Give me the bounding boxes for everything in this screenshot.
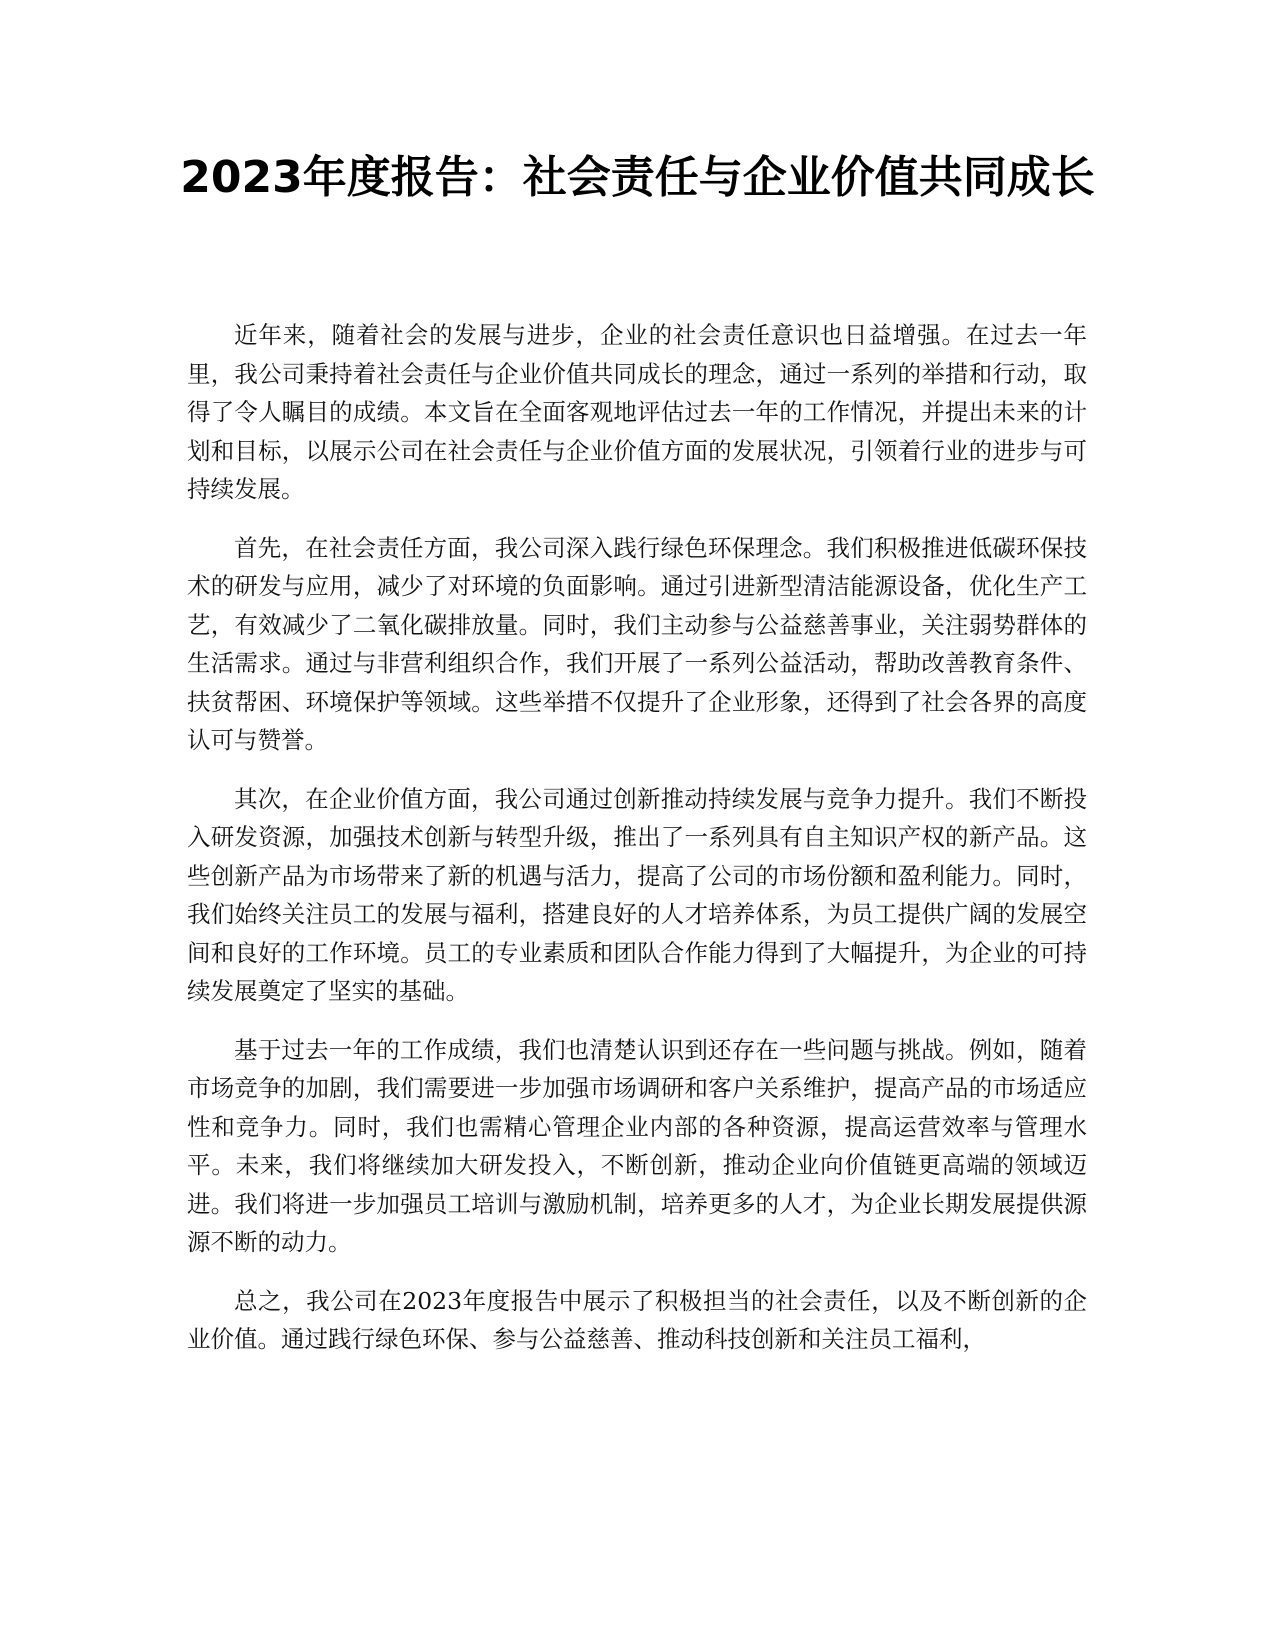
paragraph-challenges: 基于过去一年的工作成绩，我们也清楚认识到还存在一些问题与挑战。例如，随着市场竞争的加剧，我们需要进一步加强市场调研和客户关系维护，提高产品的市场适应性和竞争力。同时，我们也需精心管理企业内部的各种资源，提高运营效率与管理水平。未来，我们将继续加大研发投入，不断创新，推动企业向价值链更高端的领域迈进。我们将进一步加强员工培训与激励机制，培养更多的人才，为企业长期发展提供源源不断的动力。 xyxy=(187,1035,1087,1256)
paragraph-corporate-value: 其次，在企业价值方面，我公司通过创新推动持续发展与竞争力提升。我们不断投入研发资源，加强技术创新与转型升级，推出了一系列具有自主知识产权的新产品。这些创新产品为市场带来了新的机遇与活力，提高了公司的市场份额和盈利能力。同时，我们始终关注员工的发展与福利，搭建良好的人才培养体系，为员工提供广阔的发展空间和良好的工作环境。员工的专业素质和团队合作能力得到了大幅提升，为企业的可持续发展奠定了坚实的基础。 xyxy=(187,784,1087,1005)
paragraph-conclusion: 总之，我公司在2023年度报告中展示了积极担当的社会责任，以及不断创新的企业价值。通过践行绿色环保、参与公益慈善、推动科技创新和关注员工福利， xyxy=(187,1286,1087,1353)
document-body xyxy=(187,316,1087,1379)
paragraph-intro: 近年来，随着社会的发展与进步，企业的社会责任意识也日益增强。在过去一年里，我公司秉持着社会责任与企业价值共同成长的理念，通过一系列的举措和行动，取得了令人瞩目的成绩。本文旨在全面客观地评估过去一年的工作情况，并提出未来的计划和目标，以展示公司在社会责任与企业价值方面的发展状况，引领着行业的进步与可持续发展。 xyxy=(187,321,1087,503)
paragraph-social-responsibility: 首先，在社会责任方面，我公司深入践行绿色环保理念。我们积极推进低碳环保技术的研发与应用，减少了对环境的负面影响。通过引进新型清洁能源设备，优化生产工艺，有效减少了二氧化碳排放量。同时，我们主动参与公益慈善事业，关注弱势群体的生活需求。通过与非营利组织合作，我们开展了一系列公益活动，帮助改善教育条件、扶贫帮困、环境保护等领域。这些举措不仅提升了企业形象，还得到了社会各界的高度认可与赞誉。 xyxy=(187,533,1087,754)
document-title: 2023年度报告：社会责任与企业价值共同成长 xyxy=(180,152,1095,203)
